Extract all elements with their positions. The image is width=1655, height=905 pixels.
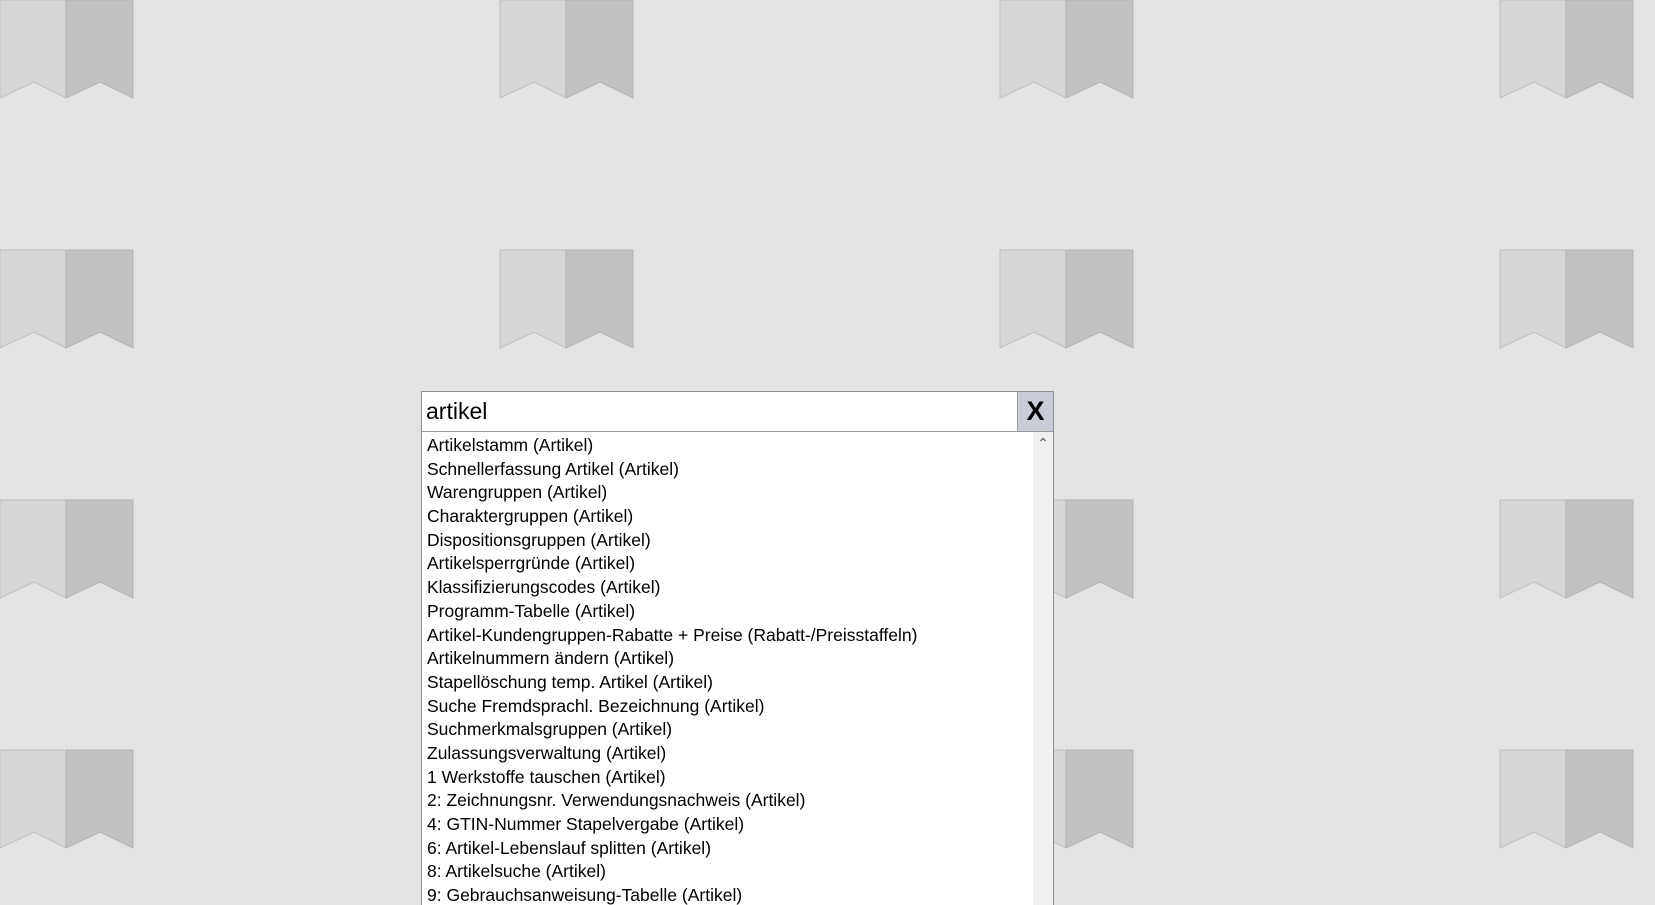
bookmark-icon	[1500, 750, 1633, 848]
result-item[interactable]: 8: Artikelsuche (Artikel)	[427, 861, 606, 882]
bookmark-icon	[0, 750, 133, 848]
result-item[interactable]: Warengruppen (Artikel)	[427, 482, 608, 503]
result-item[interactable]: Artikelstamm (Artikel)	[427, 435, 594, 455]
bookmark-icon	[500, 0, 633, 98]
result-item[interactable]: 9: Gebrauchsanweisung-Tabelle (Artikel)	[427, 885, 743, 905]
result-item[interactable]: Suche Fremdsprachl. Bezeichnung (Artikel)	[427, 695, 765, 716]
search-input[interactable]	[422, 392, 1017, 431]
bookmark-icon	[1000, 0, 1133, 98]
result-item[interactable]: Programm-Tabelle (Artikel)	[427, 600, 636, 621]
result-item[interactable]: Zulassungsverwaltung (Artikel)	[427, 742, 667, 763]
result-item[interactable]: 6: Artikel-Lebenslauf splitten (Artikel)	[427, 837, 712, 858]
result-item[interactable]: Stapellöschung temp. Artikel (Artikel)	[427, 671, 713, 692]
result-item[interactable]: Artikel-Kundengruppen-Rabatte + Preise (Rabatt-/Preisstaffeln)	[427, 624, 918, 645]
bookmark-icon	[0, 500, 133, 598]
bookmark-icon	[1500, 0, 1633, 98]
search-popup	[421, 391, 1054, 905]
results-panel	[422, 432, 1053, 905]
result-item[interactable]: Schnellerfassung Artikel (Artikel)	[427, 458, 679, 479]
result-item[interactable]: Dispositionsgruppen (Artikel)	[427, 529, 651, 550]
bookmark-icon	[1500, 500, 1633, 598]
result-item[interactable]: Klassifizierungscodes (Artikel)	[427, 577, 661, 598]
results-list	[422, 432, 1033, 905]
close-button[interactable]: X	[1017, 392, 1053, 431]
search-bar	[422, 392, 1053, 432]
result-item[interactable]: 4: GTIN-Nummer Stapelvergabe (Artikel)	[427, 814, 745, 834]
bookmark-icon	[1000, 250, 1133, 348]
result-item[interactable]: Charaktergruppen (Artikel)	[427, 506, 634, 527]
bookmark-icon	[0, 0, 133, 98]
result-item[interactable]: 1 Werkstoffe tauschen (Artikel)	[427, 766, 666, 787]
bookmark-icon	[0, 250, 133, 348]
bookmark-icon	[1500, 250, 1633, 348]
result-item[interactable]: Suchmerkmalsgruppen (Artikel)	[427, 719, 673, 740]
result-item[interactable]: Artikelsperrgründe (Artikel)	[427, 553, 636, 574]
result-item[interactable]: 2: Zeichnungsnr. Verwendungsnachweis (Artikel)	[427, 790, 806, 811]
vertical-scrollbar[interactable]	[1033, 432, 1053, 905]
bookmark-icon	[500, 250, 633, 348]
chevron-up-icon[interactable]: ⌃	[1037, 434, 1049, 451]
result-item[interactable]: Artikelnummern ändern (Artikel)	[427, 648, 675, 669]
